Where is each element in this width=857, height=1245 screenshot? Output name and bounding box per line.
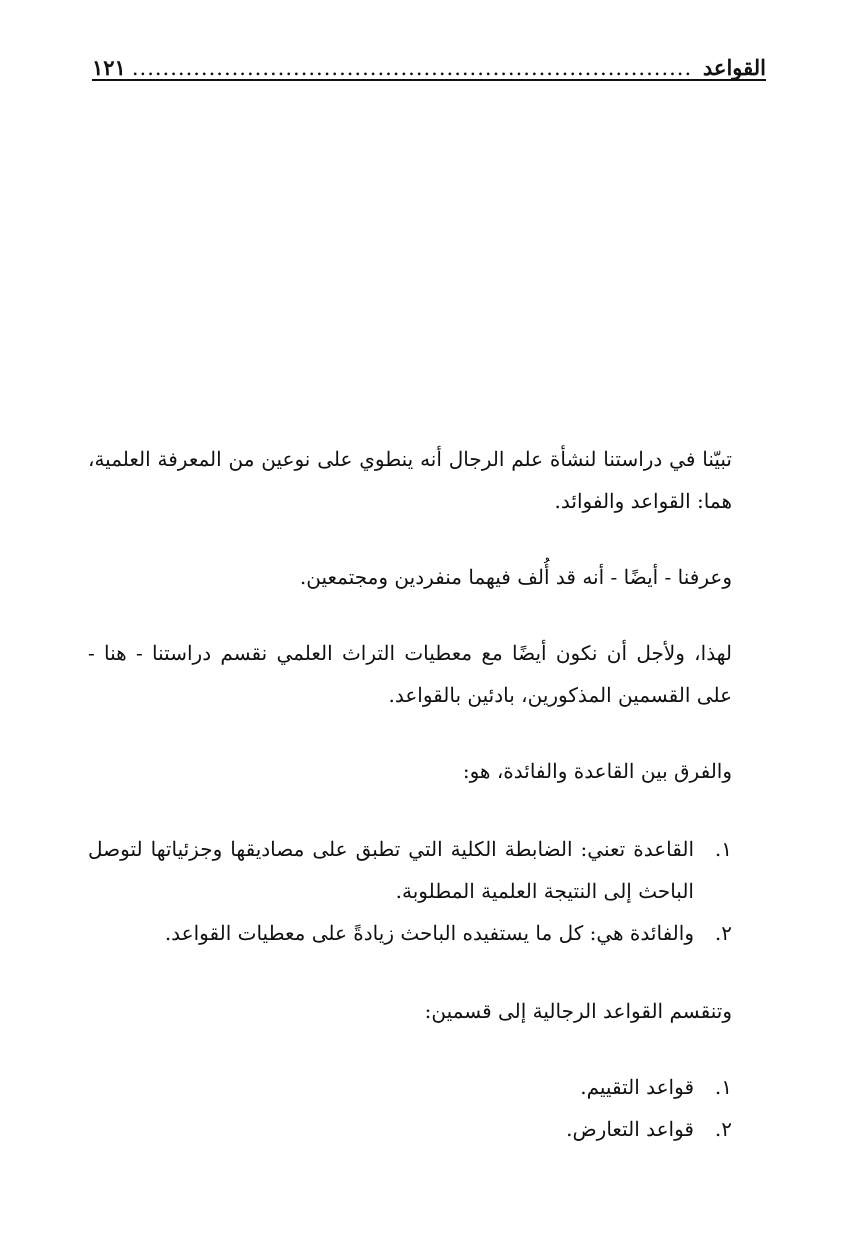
list-item-text: قواعد التقييم. [580, 1075, 694, 1099]
header-rule [92, 79, 766, 81]
list-item-number: ٢. [714, 921, 732, 945]
list-item [88, 1108, 732, 1150]
list-item-number: ٢. [714, 1117, 732, 1141]
page-body [88, 438, 732, 1150]
list-item [88, 828, 732, 912]
page-number: ١٢١ [92, 55, 126, 80]
paragraph-intro: تبيّنا في دراستنا لنشأة علم الرجال أنه ينطوي على نوعين من المعرفة العلمية، هما: القواعد والفوائد. [88, 447, 732, 513]
list-item-text: والفائدة هي: كل ما يستفيده الباحث زيادةً على معطيات القواعد. [164, 921, 694, 945]
categories-list [88, 1066, 732, 1150]
list-item-number: ١. [714, 837, 732, 861]
list-item-text: القاعدة تعني: الضابطة الكلية التي تطبق على مصاديقها وجزئياتها لتوصل الباحث إلى النتيجة العلمية المطلوبة. [88, 837, 694, 903]
list-item-text: قواعد التعارض. [566, 1117, 694, 1141]
header-title: القواعد [702, 55, 766, 80]
paragraph-difference-heading: والفرق بين القاعدة والفائدة، هو: [462, 759, 732, 783]
header-leader-dots: ......................................................................... [131, 56, 693, 80]
paragraph-division: لهذا، ولأجل أن نكون أيضًا مع معطيات التراث العلمي نقسم دراستنا - هنا - على القسمين المذكورين، بادئين بالقواعد. [88, 641, 732, 707]
list-item [88, 1066, 732, 1108]
running-header [92, 44, 766, 80]
list-item [88, 912, 732, 954]
difference-list [88, 828, 732, 954]
paragraph-compiled: وعرفنا - أيضًا - أنه قد أُلف فيهما منفردين ومجتمعين. [299, 565, 732, 589]
paragraph-categories-heading: وتنقسم القواعد الرجالية إلى قسمين: [424, 999, 732, 1023]
list-item-number: ١. [714, 1075, 732, 1099]
